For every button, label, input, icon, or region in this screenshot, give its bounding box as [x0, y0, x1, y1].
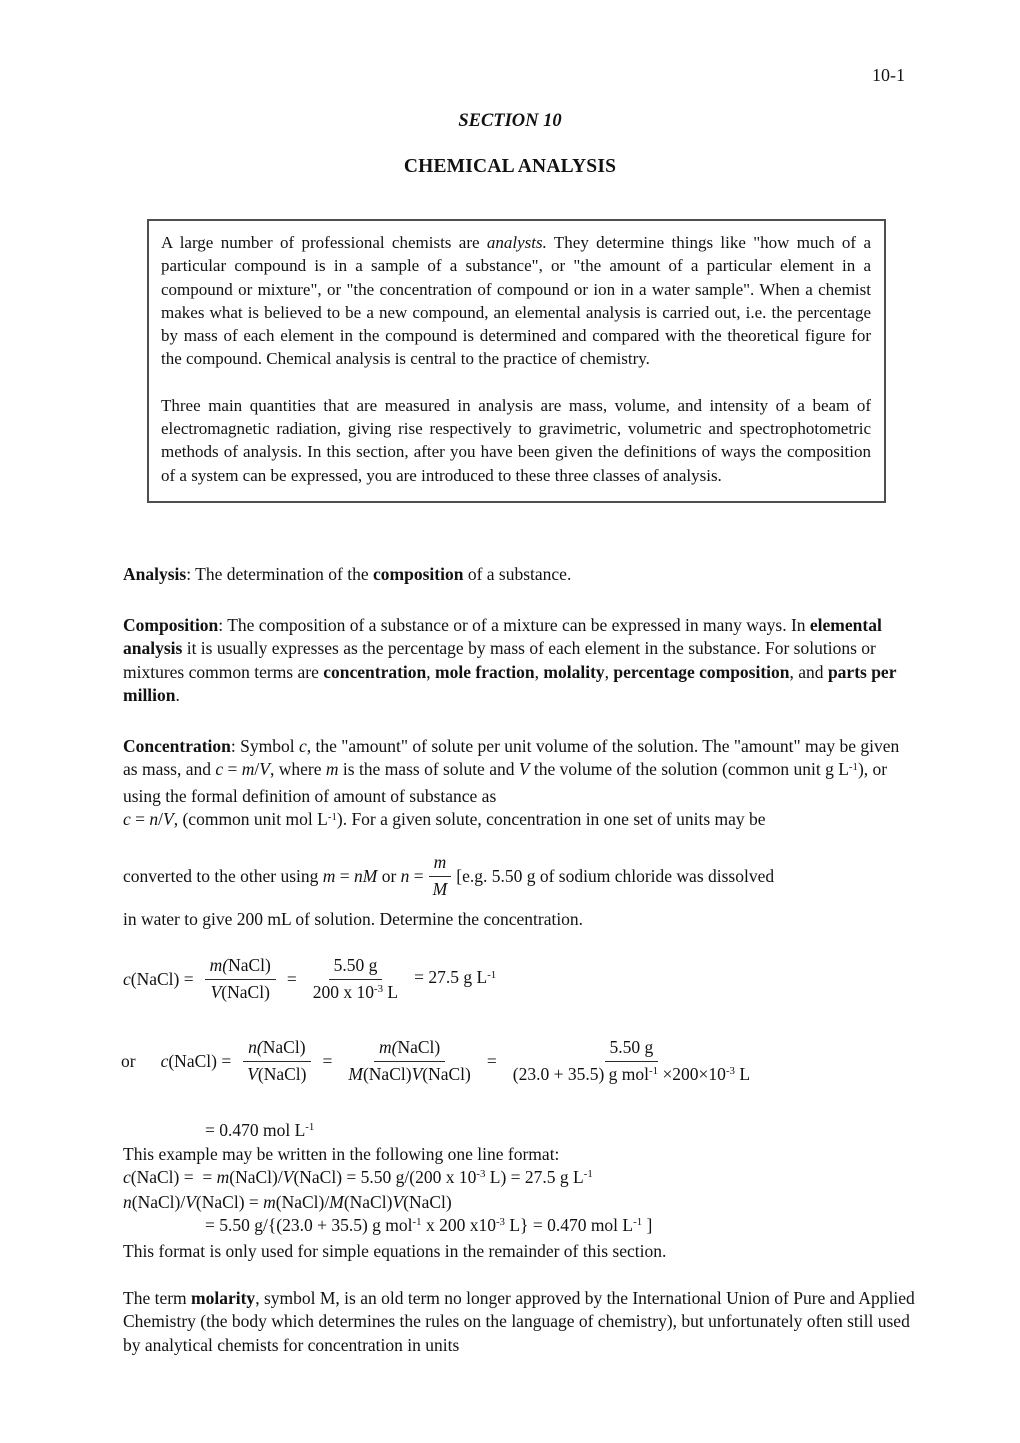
equals-sign: =: [322, 1050, 333, 1071]
eq2-lhs: c(NaCl) =: [160, 1050, 232, 1071]
fraction-mNaCl-over-MV: [343, 1037, 476, 1086]
fraction-numerator: m(NaCl): [205, 955, 276, 980]
fraction-denominator: M: [432, 878, 448, 899]
intro-box: [147, 219, 886, 503]
document-heading: CHEMICAL ANALYSIS: [403, 156, 617, 177]
fraction-numerator: m(NaCl): [374, 1037, 445, 1062]
fraction-numerator: 5.50 g: [329, 955, 383, 980]
equation-mass-concentration: [123, 955, 496, 1004]
fraction-m-over-M: [428, 852, 453, 901]
intro-paragraph-2: Three main quantities that are measured in analysis are mass, volume, and intensity of a beam of electromagnetic radiation, giving rise respectively to gravimetric, volumetric and spectrophotometric methods of analysis. In this section, after you have been given the definitions of ways the composition of a system can be expressed, you are introduced to these three classes of analysis.: [161, 395, 871, 485]
conversion-text-pre: converted to the other using m = nM or n =: [123, 865, 424, 886]
fraction-numerator: 5.50 g: [605, 1037, 659, 1062]
fraction-denominator: V(NaCl): [247, 1063, 307, 1084]
conversion-text-post: [e.g. 5.50 g of sodium chloride was dissolved: [456, 865, 775, 886]
concentration-definition: Concentration: Symbol c, the "amount" of solute per unit volume of the solution. The "amount" may be given as mass, and c = m/V, where m is the mass of solute and V the volume of the solution (common unit g $L^{-1}$), or using the formal definition of amount of substance as c = n/V, (common unit mol $L^{-1}$). For a given solute, concentration in one set of units may be: [123, 736, 900, 830]
or-label: or: [121, 1050, 136, 1071]
fraction-mass-over-molarmass-volume: [508, 1037, 755, 1086]
oneline-format-intro: This example may be written in the following one line format:: [123, 1144, 560, 1164]
fraction-denominator: V(NaCl): [210, 981, 270, 1002]
equals-sign: =: [286, 968, 297, 989]
equation-molar-concentration: [121, 1037, 755, 1086]
fraction-mNaCl-over-VNaCl: [205, 955, 276, 1004]
eq1-lhs: c(NaCl) =: [123, 968, 194, 989]
equals-sign: =: [486, 1050, 497, 1071]
oneline-format-equation-1: c(NaCl) = = m(NaCl)/V(NaCl) = 5.50 g/(200 x $10^{-3}$ L) = 27.5 g $L^{-1}$: [123, 1167, 593, 1187]
intro-paragraph-1: A large number of professional chemists are analysts. They determine things like "how much of a particular compound is in a sample of a substance", or "the amount of a particular element in a compound or mixture", or "the concentration of compound or ion in a water sample". When a chemist makes what is believed to be a new compound, an elemental analysis is carried out, i.e. the percentage by mass of each element in the compound is determined and compared with the theoretical figure for the compound. Chemical analysis is central to the practice of chemistry.: [161, 233, 871, 369]
composition-definition: Composition: The composition of a substance or of a mixture can be expressed in many ways. In elemental analysis it is usually expresses as the percentage by mass of each element in the substance. For solutions or mixtures common terms are concentration, mole fraction, molality, percentage composition, and parts per million.: [123, 615, 897, 706]
molarity-paragraph: The term molarity, symbol M, is an old term no longer approved by the International Union of Pure and Applied Chemistry (the body which determines the rules on the language of chemistry), but unfortunately often still used by analytical chemists for concentration in units: [123, 1288, 915, 1355]
equation-result-line: = 0.470 mol $L^{-1}$: [205, 1120, 315, 1140]
fraction-denominator: M(NaCl)V(NaCl): [348, 1063, 471, 1084]
page-number: 10-1: [872, 65, 905, 85]
fraction-nNaCl-over-VNaCl: [242, 1037, 311, 1086]
fraction-denominator: (23.0 + 35.5) g $mol^{-1} \times 200\times 10^{-3}$ L: [512, 1063, 751, 1084]
fraction-mass-over-volume: [308, 955, 403, 1004]
fraction-numerator: m: [429, 852, 452, 877]
format-note: This format is only used for simple equations in the remainder of this section.: [123, 1241, 667, 1261]
fraction-denominator: 200 x $10^{-3}$ L: [312, 981, 399, 1002]
eq1-result: = 27.5 g $L^{-1}$: [414, 967, 497, 988]
example-volume-line: in water to give 200 mL of solution. Determine the concentration.: [123, 909, 584, 929]
analysis-definition: Analysis: The determination of the composition of a substance.: [123, 564, 572, 584]
oneline-format-equation-2: n(NaCl)/V(NaCl) = m(NaCl)/M(NaCl)V(NaCl): [123, 1192, 452, 1212]
fraction-numerator: n(NaCl): [243, 1037, 310, 1062]
conversion-line: [123, 852, 774, 901]
oneline-format-equation-3: = 5.50 g/{(23.0 + 35.5) g mol$^{-1}$ x 200 $x10^{-3}$ L} = 0.470 mol $L^{-1}$ ]: [205, 1215, 653, 1235]
section-heading: SECTION 10: [458, 111, 562, 131]
